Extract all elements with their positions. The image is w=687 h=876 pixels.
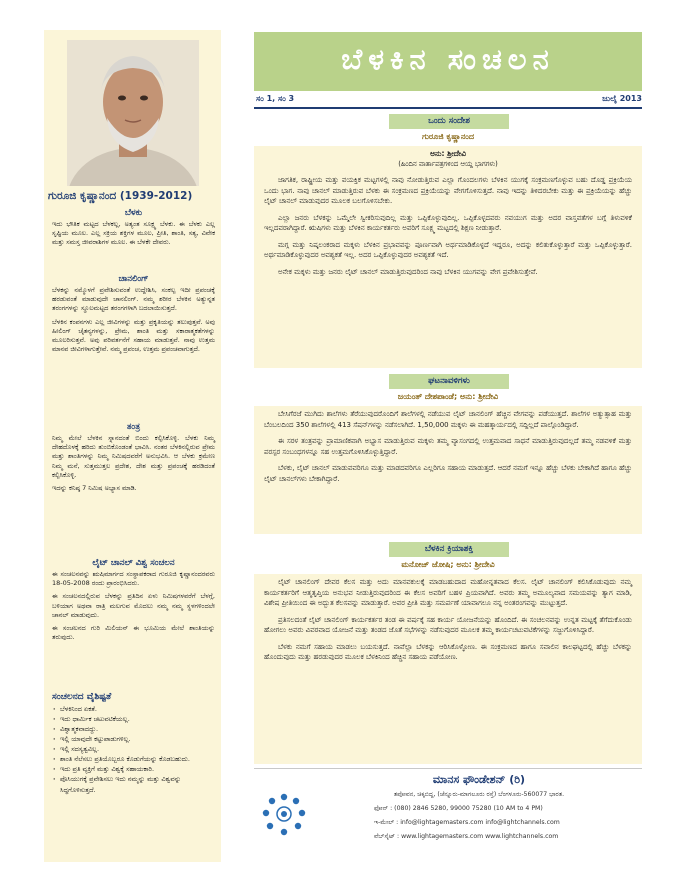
- list-item: · ಶಾಂತಿ ನೆಲೆಸಲು ಪ್ರತಿಯೊಬ್ಬರೂ ಕೊಡುಗೆಯನ್ನು ಕೊಡಬಹುದು.: [52, 754, 215, 764]
- foundation-website[interactable]: ವೆಬ್‌ಸೈಟ್ : www.lightagemasters.com www.lightchannels.com: [374, 833, 559, 840]
- section-technique: [52, 422, 215, 497]
- article-paragraph: ಬೆಳಕು ನಮಗೆ ಸಹಾಯ ಮಾಡಲು ಬಯಸುತ್ತದೆ. ನಾವೆಲ್ಲಾ ಬೆಳಕನ್ನು ಆರಿಸಿಕೊಳ್ಳೋಣ. ಈ ಸಂಕ್ರಮಣದ ಹಾಗೂ ಸವಾಲಿನ ಕಾಲಘಟ್ಟದಲ್ಲಿ ಹೆಚ್ಚು ಬೆಳಕನ್ನು ಹೊಂದುವುದು ಮತ್ತು ಹರಡುವುದರ ಮೂಲಕ ಬೆಳಕಿನಿಂದ ಹೆಚ್ಚಿನ ಸಹಾಯ ಪಡೆಯೋಣ.: [264, 642, 632, 661]
- section-paragraph: ಬೆಳಕಿನ ಕಂಪನಗಳು ಎಲ್ಲ ಜೀವಿಗಳನ್ನು ಮತ್ತು ಪ್ರಕೃತಿಯನ್ನು ತಲುಪುತ್ತವೆ. ಅವು ಹೀಲಿಂಗ್ ಚೈತನ್ಯಗಳನ್ನು, ಪ್ರೇಮ, ಶಾಂತಿ ಮತ್ತು ಸಕಾರಾತ್ಮಕತೆಗಳನ್ನು ಮೂಲರಿಸುತ್ತವೆ. ಅವು ಪರಿವರ್ತನೆಗೆ ಸಹಾಯ ಮಾಡುತ್ತವೆ. ನಾವು ಉತ್ತಮ ಮಾನವ ಜೀವಿಗಳಾಗುತ್ತೇವೆ. ನಮ್ಮ ಪ್ರಪಂಚ, ಉತ್ತಮ ಪ್ರಪಂಚವಾಗುತ್ತದೆ.: [52, 317, 215, 354]
- main-column: [254, 112, 642, 764]
- section-heading: ತಂತ್ರ: [126, 422, 141, 432]
- section-paragraph: ಈ ಸಂಚಲನದಲ್ಲಿರುವ ಬೆಳಕನ್ನು ಪ್ರತಿದಿನ ಏಳು ನಿಮಿಷಗಳವರೆಗೆ ಬೆಳಗ್ಗೆ, ಬಳಿಯಾಗ ಅಥವಾ ರಾತ್ರಿ ಮಲಗುವ ಮೊದಲು ನಮ್ಮ ನಮ್ಮ ಸ್ಥಳಗಳಿಂದಲೇ ಚಾನಲ್ ಮಾಡುವುದು.: [52, 592, 215, 619]
- article-paragraph: ಬೆಳಕು, ಲೈಟ್ ಚಾನಲ್ ಮಾಡುವವರಿಗೂ ಮತ್ತು ಮಾಡದವರಿಗೂ ಎಲ್ಲರಿಗೂ ಸಹಾಯ ಮಾಡುತ್ತದೆ. ಆದರೆ ನಮಗೆ ಇನ್ನೂ ಹೆಚ್ಚು ಬೆಳಕು ಬೇಕಾಗಿದೆ ಹಾಗೂ ಹೆಚ್ಚು ಲೈಟ್ ಚಾನಲ್‌ಗಳು ಬೇಕಾಗಿದ್ದಾರೆ.: [264, 464, 632, 483]
- issue-number: ಸಂ 1, ಸಂ 3: [256, 94, 295, 103]
- section-movement: [52, 558, 215, 647]
- article-paragraph: ಮಗ್ಗ ಮತ್ತು ನಿಷ್ಕಲಂಕರಾದ ಮಕ್ಕಳು ಬೆಳಕಿನ ಪ್ರಭಾವವನ್ನು ಪೂರ್ಣವಾಗಿ ಅರ್ಥಮಾಡಿಕೊಳ್ಳದೆ ಇದ್ದರೂ, ಅದನ್ನು ಕಲಿತುಕೊಳ್ಳುತ್ತಾರೆ ಮತ್ತು ಒಪ್ಪಿಕೊಳ್ಳುತ್ತಾರೆ. ಅರ್ಥಮಾಡಿಕೊಳ್ಳುವುದರ ಅವಶ್ಯಕತೆ ಇಲ್ಲ. ಅದರ ಒಪ್ಪಿಕೊಳ್ಳುವುದರ ಅವಶ್ಯಕತೆ ಇದೆ.: [264, 240, 632, 259]
- section-paragraph: ಇದು ಭೌತಿಕ ಮಟ್ಟದ ಬೆಳಕಲ್ಲ, ಅತ್ಯಂತ ಸೂಕ್ಷ್ಮ ಬೆಳಕು. ಈ ಬೆಳಕು ಎಲ್ಲ ಸೃಷ್ಟಿಯ ಮೂಲ. ಎಲ್ಲ ಸಕ್ರಿಯ ಶಕ್ತಿಗಳ ಮೂಲ, ಪ್ರೀತಿ, ಶಾಂತಿ, ಸತ್ಯ, ವಿವೇಕ ಮತ್ತು ಸಮಸ್ತ ಜೀವರಾಶಿಗಳ ಮೂಲ. ಈ ಬೆಳಕೇ ದೇವರು.: [52, 220, 215, 247]
- section-heading: ಲೈಟ್ ಚಾನಲ್ ವಿಶ್ವ ಸಂಚಲನ: [92, 558, 175, 568]
- section-paragraph: ನಿಮ್ಮ ಮೇಲೆ ಬೆಳಕಿನ ಸ್ನಾನದಂತೆ ಬಿಂದು ಕಲ್ಪಿಸಿಕೊಳ್ಳಿ. ಬೆಳಕು ನಿಮ್ಮ ದೇಹದೊಳಕ್ಕೆ ಹರಿದು ತುಂಬಿಕೊಂಡಂತೆ ಭಾವಿಸಿ. ನಂತರ ಬೆಳಕಿನಲ್ಲಿರುವ ಪ್ರೇಮ ಮತ್ತು ಶಾಂತಿಗಳನ್ನು ನಿಮ್ಮ ನಿಮಿಷದವರೆಗೆ ಅನುಭವಿಸಿ. ಆ ಬೆಳಕು ಕ್ರಮೇಣ ನಿಮ್ಮ ಮನೆ, ಸುತ್ತಮುತ್ತಲ ಪ್ರದೇಶ, ದೇಶ ಮತ್ತು ಪ್ರಪಂಚಕ್ಕೆ ಹರಡಿದಂತೆ ಕಲ್ಪಿಸಿಕೊಳ್ಳಿ.: [52, 434, 215, 479]
- article-paragraph: ಬೇಸಿಗೆರಜೆ ಮುಗಿದು ಶಾಲೆಗಳು ತೆರೆಯುವುದರೊಂದಿಗೆ ಶಾಲೆಗಳಲ್ಲಿ ನಡೆಯುವ ಲೈಟ್ ಚಾನಲಿಂಗ್ ಹೆಚ್ಚಿನ ವೇಗವನ್ನು ಪಡೆಯುತ್ತದೆ. ಶಾಲೆಗಳ ಅತ್ಯುತ್ಸಾಹ ಮತ್ತು ಬೆಂಬಲದಿಂದ 350 ಶಾಲೆಗಳಲ್ಲಿ 413 ಸೆಷನ್‌ಗಳನ್ನು ನಡೆಸಲಾಗಿದೆ. 1,50,000 ಮಕ್ಕಳು ಈ ಮಹತ್ಕಾರ್ಯದಲ್ಲಿ ಸದ್ದಿಲ್ಲದೆ ಪಾಲ್ಗೊಂಡಿದ್ದಾರೆ.: [264, 410, 632, 429]
- issue-row: [254, 94, 642, 107]
- newsletter-title: ಬೆಳಕಿನ ಸಂಚಲನ: [341, 42, 555, 76]
- translator-credit: ಅನು: ಶ್ರೀದೇವಿ: [430, 149, 466, 158]
- section-channeling: [52, 274, 215, 359]
- message-byline: ಗುರೂಜಿ ಕೃಷ್ಣಾನಂದ: [422, 132, 474, 141]
- masthead-banner: [254, 32, 642, 91]
- section-paragraph: ಬೆಳಕನ್ನು ನಮ್ಮೊಳಗೆ ಪ್ರವೇಶಿಸುವಂತೆ ಉದ್ದೇಶಿಸಿ, ಸಂಕಲ್ಪ ಇದೀ ಪ್ರಪಂಚಕ್ಕೆ ಹರಡುವಂತೆ ಮಾಡುವುದೇ ಚಾನಲಿಂಗ್. ನಮ್ಮ ಶರೀರ ಬೆಳಕಿನ ಅತ್ಯುನ್ನತ ತರಂಗಗಳನ್ನು ಸ್ಥೂಲಮಟ್ಟದ ತರಂಗಗಳಾಗಿ ಬದಲಾಯಿಸುತ್ತದೆ.: [52, 286, 215, 313]
- message-panel: [254, 146, 642, 368]
- features-list: [52, 704, 215, 795]
- list-item: · ಬೆಳಕಿನಿಂದ ಏಕತೆ.: [52, 704, 215, 714]
- message-heading: ಒಂದು ಸಂದೇಶ: [389, 114, 509, 129]
- list-item: · ಇಲ್ಲಿ ಯಾವುದೇ ಕಟ್ಟುಪಾಡುಗಳಿಲ್ಲ.: [52, 734, 215, 744]
- article-paragraph: ಈ ಸರಳ ತಂತ್ರವನ್ನು ಪ್ರಾಮಾಣಿಕವಾಗಿ ಅಭ್ಯಾಸ ಮಾಡುತ್ತಿರುವ ಮಕ್ಕಳು ತಮ್ಮ ವ್ಯಾಸಂಗದಲ್ಲಿ ಉತ್ತಮವಾದ ಸಾಧನೆ ಮಾಡುತ್ತಿರುವುದಲ್ಲದೆ ತಮ್ಮ ನಡವಳಿಕೆ ಮತ್ತು ಪರಸ್ಪರ ಸಂಬಂಧಗಳನ್ನೂ ಸಹ ಉತ್ತಮಗೊಳಿಸಿಕೊಳ್ಳುತ್ತಿದ್ದಾರೆ.: [264, 437, 632, 456]
- section-features: [52, 692, 215, 795]
- sidebar: [44, 30, 221, 862]
- section-heading: ಬೆಳಕು: [124, 208, 143, 218]
- article-paragraph: ಪ್ರತಿಸಲದಂತೆ ಲೈಟ್ ಚಾನಲಿಂಗ್ ಕಾರ್ಯಕರ್ತರ ತಂಡ ಈ ವರ್ಷಕ್ಕೆ ಸಹ ಕಾರ್ಯ ಯೋಜನೆಯನ್ನು ಹೊಂದಿದೆ. ಈ ಸಂಚಲನವನ್ನು ಉನ್ನತ ಮಟ್ಟಕ್ಕೆ ತೆಗೆದುಕೊಂಡು ಹೋಗಲು ಅವರು ವಿವರವಾದ ಯೋಜನೆ ಮತ್ತು ತಂಡದ ಜೊತೆ ಸಭೆಗಳನ್ನು ನಡೆಸುವುದರ ಮೂಲಕ ತಮ್ಮ ಕಾರ್ಯಚಟುವಟಿಕೆಗಳನ್ನು ಸಜ್ಜುಗೊಳಿಸಿದ್ದಾರೆ.: [264, 615, 632, 634]
- footer: [254, 768, 642, 862]
- list-item: · ವಿಶ್ವಾತ್ಮಕವಾದದ್ದು.: [52, 724, 215, 734]
- events-panel: [254, 406, 642, 534]
- foundation-phone: ಫೋನ್ : (080) 2846 5280, 99000 75280 (10 AM to 4 PM): [374, 805, 543, 812]
- section-paragraph: ಈ ಸಂಚಲನದ ಗುರಿ ಮಿಲಿಯನ್ ಈ ಭೂಮಿಯ ಮೇಲೆ ಶಾಂತಿಯನ್ನು ತರುವುದು.: [52, 624, 215, 642]
- power-heading: ಬೆಳಕಿನ ಕ್ರಿಯಾಶಕ್ತಿ: [389, 542, 509, 557]
- section-paragraph: ಈ ಸಂಚಲನವನ್ನು ಋಷಿಮಾರ್ಗದ ಸಂಸ್ಥಾಪಕರಾದ ಗುರೂಜಿ ಕೃಷ್ಣಾನಂದರವರು 18-05-2008 ರಂದು ಪ್ರಾರಂಭಿಸಿದರು.: [52, 570, 215, 588]
- section-heading: ಚಾನಲಿಂಗ್: [118, 274, 149, 284]
- portrait-photo: [67, 40, 199, 186]
- article-paragraph: ಲೈಟ್ ಚಾನಲಿಂಗ್ ದೇವರ ಕೆಲಸ ಮತ್ತು ಅದು ಮಾನವಕುಲಕ್ಕೆ ಮಾಡಬಹುದಾದ ಮಹೋನ್ನತವಾದ ಕೆಲಸ. ಲೈಟ್ ಚಾನಲಿಂಗ್ ಕಲಿಸಿಕೊಡುವುದು ನಮ್ಮ ಕಾರ್ಯಕರ್ತರಿಗೆ ಆತ್ಮತೃಪ್ತಿಯ ಅನುಭವ ನೀಡುತ್ತಿರುವುದರಿಂದ ಈ ಕೆಲಸ ಅವರಿಗೆ ಬಹಳ ಪ್ರಿಯವಾಗಿದೆ. ಅವರು ತಮ್ಮ ಅಮೂಲ್ಯವಾದ ಸಮಯವನ್ನು ತ್ಯಾಗ ಮಾಡಿ, ವಿಶೇಷ ಪ್ರೀತಿಯಿಂದ ಈ ಅದ್ಭುತ ಕೆಲಸವನ್ನು ಮಾಡುತ್ತಾರೆ. ಅವರ ಪ್ರೀತಿ ಮತ್ತು ಸಮರ್ಪಣೆ ಯಾವಾಗಲೂ ನನ್ನ ಅಂತರಂಗವನ್ನು ಮುಟ್ಟುತ್ತದೆ.: [264, 578, 632, 607]
- list-item: · ಇದು ಧಾರ್ಮಿಕ ಚಟುವಟಿಕೆಯಲ್ಲ.: [52, 714, 215, 724]
- list-item: · ಇಲ್ಲಿ ಸದಸ್ಯತ್ವವಿಲ್ಲ.: [52, 744, 215, 754]
- article-paragraph: ಅನೇಕ ಮಕ್ಕಳು ಮತ್ತು ಜನರು ಲೈಟ್ ಚಾನಲ್ ಮಾಡುತ್ತಿರುವುದರಿಂದ ನಾವು ಬೆಳಕಿನ ಯುಗವನ್ನು ವೇಗ ಪ್ರವೇಶಿಸುತ್ತೇವೆ.: [278, 267, 538, 276]
- power-byline: ಮನೋಜ್ ಜೋಷಿ; ಅನು: ಶ್ರೀದೇವಿ: [401, 560, 495, 569]
- foundation-name: ಮಾನಸ ಫೌಂಡೇಶನ್ (ರಿ): [432, 773, 526, 786]
- masthead-divider: [254, 107, 642, 109]
- article-paragraph: ಜಾಗತಿಕ, ರಾಷ್ಟ್ರೀಯ ಮತ್ತು ವಯಕ್ತಿಕ ಮಟ್ಟಗಳಲ್ಲಿ ನಾವು ನೋಡುತ್ತಿರುವ ಎಲ್ಲಾ ಗೊಂದಲಗಳು ಬೆಳಕಿನ ಯುಗಕ್ಕೆ ಸಂಕ್ರಮಣಗೊಳ್ಳುವ ಬಹು ದೊಡ್ಡ ಪ್ರಕ್ರಿಯೆಯ ಒಂದು ಭಾಗ. ನಾವು ಚಾನಲ್ ಮಾಡುತ್ತಿರುವ ಬೆಳಕು ಈ ಸಂಕ್ರಮಣದ ಪ್ರಕ್ರಿಯೆಯನ್ನು ವೇಗಗೊಳಿಸುತ್ತದೆ. ನಾವು ಇದನ್ನು ತಿಳಿದರಬೇಕು ಮತ್ತು ಈ ಪ್ರಕ್ರಿಯೆಯನ್ನು ಹೆಚ್ಚು ಲೈಟ್ ಚಾನಲ್ ಮಾಡುವುದರ ಮೂಲಕ ಬಲಗೊಳಿಸಬೇಕು.: [264, 176, 632, 205]
- foundation-logo-icon: [256, 787, 312, 843]
- list-item: · ಪೊಸಿಯುಗಕ್ಕೆ ಪ್ರವೇಶಿಸಲು ಇದು ನಮ್ಮನ್ನು ಮತ್ತು ವಿಶ್ವವನ್ನು ಸಿದ್ಧಗೊಳಿಸುತ್ತದೆ.: [52, 774, 215, 794]
- list-item: · ಇದು ಪ್ರತಿ ವ್ಯಕ್ತಿಗೆ ಮತ್ತು ವಿಶ್ವಕ್ಕೆ ಸಹಾಯಕಾರಿ.: [52, 764, 215, 774]
- foundation-email[interactable]: ಇ-ಮೇಲ್ : info@lightagemasters.com info@lightchannels.com: [374, 819, 560, 826]
- issue-date: ಜುಲೈ 2013: [602, 94, 642, 103]
- foundation-address: ತಪೋವನ, ಚಿಕ್ಕಬಿದ್ದ, (ಜೆನ್ನೂರು-ಮಾಗಲೂರು ರಸ್ತೆ) ಬೆಂಗಳೂರು-560077 ಭಾರತ.: [393, 791, 565, 798]
- excerpt-note: (ಹಿಂದಿನ ವಾರ್ತಾಪತ್ರಗಳಿಂದ ಆಯ್ದ ಭಾಗಗಳು): [398, 160, 498, 168]
- events-byline: ಜಯಂತ್ ದೇಶಪಾಂಡೆ; ಅನು: ಶ್ರೀದೇವಿ: [397, 392, 499, 401]
- article-paragraph: ಎಲ್ಲಾ ಜನರು ಬೆಳಕನ್ನು ಒಮ್ಮೆಲೇ ಸ್ವೀಕರಿಸುವುದಿಲ್ಲ ಮತ್ತು ಒಪ್ಪಿಕೊಳ್ಳುವುದಿಲ್ಲ. ಒಪ್ಪಿಕೊಳ್ಳದವರು ನವಯುಗ ಮತ್ತು ಅದರ ವಾಸ್ತವತೆಗಳ ಬಗ್ಗೆ ತಿಳುವಳಿಕೆ ಇಲ್ಲದವರಾಗಿದ್ದಾರೆ. ಋಷಿಗಳು ಮತ್ತು ಬೆಳಕಿನ ಕಾರ್ಯಕರ್ತರು ಅವರಿಗೆ ಸೂಕ್ಷ್ಮ ಮಟ್ಟದಲ್ಲಿ ಶಿಕ್ಷಣ ನೀಡುತ್ತಾರೆ.: [264, 213, 632, 232]
- sidebar-title: ಗುರೂಜಿ ಕೃಷ್ಣಾನಂದ (1939-2012): [48, 190, 193, 202]
- features-heading: ಸಂಚಲನದ ವೈಶಿಷ್ಟತೆ: [52, 692, 112, 702]
- power-panel: [254, 574, 642, 764]
- portrait-image: [67, 40, 199, 186]
- section-light: [52, 208, 215, 252]
- section-paragraph: ಇದನ್ನು ಕನಿಷ್ಠ 7 ನಿಮಿಷ ಅಭ್ಯಾಸ ಮಾಡಿ.: [52, 484, 137, 493]
- events-heading: ಘಟನಾವಳಿಗಳು: [389, 374, 509, 389]
